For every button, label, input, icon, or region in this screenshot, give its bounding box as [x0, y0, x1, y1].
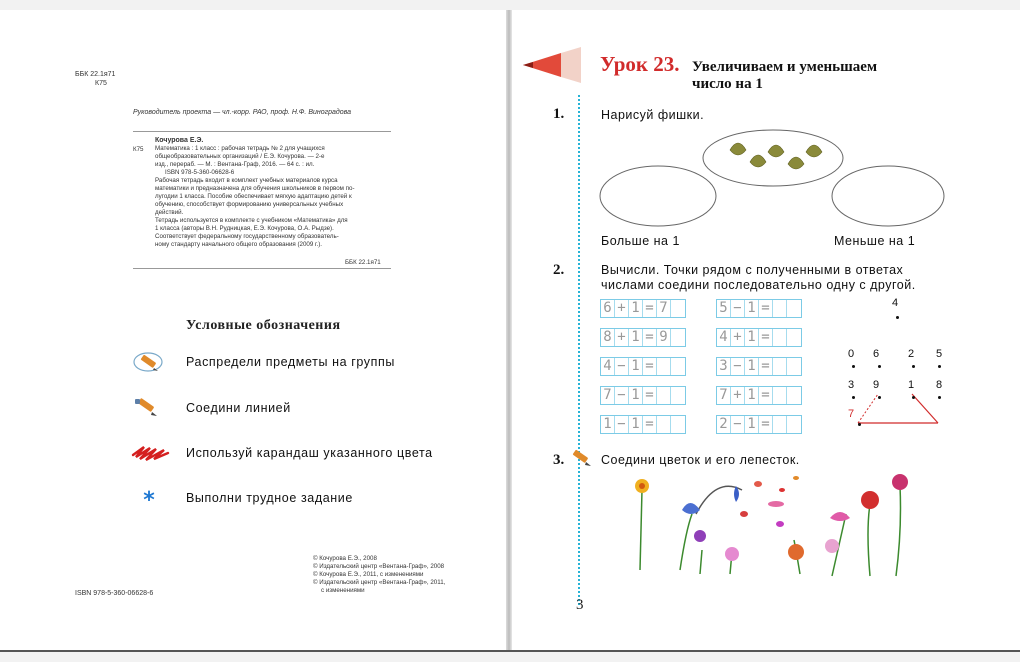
equation-cell [787, 387, 801, 404]
equation-cell: = [759, 358, 773, 375]
petal-icon [740, 511, 748, 517]
answer-cell[interactable] [773, 329, 787, 346]
dot-label: 1 [907, 379, 915, 391]
flower-icon [825, 539, 839, 553]
legend-item-connect: Соедини линией [186, 401, 291, 415]
equation-cell: = [643, 300, 657, 317]
flower-icon [694, 530, 706, 542]
pencil-connect-icon [132, 396, 164, 420]
dot-label: 3 [847, 379, 855, 391]
equation-row [716, 299, 802, 318]
dot-label: 5 [935, 348, 943, 360]
equation-cell [671, 358, 685, 375]
task1-text: Нарисуй фишки. [601, 108, 705, 122]
middle-oval [703, 130, 843, 186]
copyright-line: © Кочурова Е.Э., 2011, с изменениями [313, 571, 424, 578]
dot-label: 2 [907, 348, 915, 360]
equation-cell: − [615, 416, 629, 433]
dot-label: 8 [935, 379, 943, 391]
equation-cell: 4 [717, 329, 731, 346]
tulip-icon [830, 512, 850, 521]
equation-cell [787, 416, 801, 433]
equation-cell: = [759, 387, 773, 404]
copyright-block [313, 555, 445, 595]
leaf-icon [806, 145, 822, 157]
svg-text:*: * [143, 488, 155, 510]
dot-label: 6 [872, 348, 880, 360]
task1-number: 1. [553, 106, 565, 122]
equation-cell: + [731, 329, 745, 346]
card-line: Тетрадь используется в комплекте с учебником «Математика» для [155, 217, 348, 224]
dot-label: 9 [872, 379, 880, 391]
dot-point[interactable] [912, 396, 915, 399]
legend-item-sort: Распредели предметы на группы [186, 355, 395, 369]
equation-cell: 6 [601, 300, 615, 317]
leaf-icon [788, 157, 804, 169]
petal-icon [754, 481, 762, 487]
equation-row [600, 357, 686, 376]
library-card [155, 145, 393, 249]
pencil-sort-icon [131, 350, 165, 376]
equation-cell: 1 [629, 416, 643, 433]
answer-cell[interactable] [773, 358, 787, 375]
dot-point[interactable] [938, 396, 941, 399]
equation-cell: = [643, 416, 657, 433]
left-oval [600, 166, 716, 226]
task2-text-line1: Вычисли. Точки рядом с полученными в ответах [601, 263, 904, 277]
equation-cell: 4 [601, 358, 615, 375]
equation-cell: 8 [601, 329, 615, 346]
card-line: изд., перераб. — М. : Вентана-Граф, 2016. — 64 с. : ил. [155, 161, 315, 168]
connect-line [858, 394, 878, 423]
blue-star-icon [138, 488, 160, 510]
card-author: Кочурова Е.Э. [155, 137, 204, 144]
task2-text-line2: числами соедини последовательно одну с другой. [601, 278, 916, 292]
lesson-title-line1: Увеличиваем и уменьшаем [692, 59, 878, 75]
equation-cell: 7 [601, 387, 615, 404]
more-label: Больше на 1 [601, 234, 680, 248]
equation-cell: − [731, 300, 745, 317]
card-line: Рабочая тетрадь входит в комплект учебных материалов курса [155, 177, 338, 184]
answer-cell[interactable]: 7 [657, 300, 671, 317]
card-bbk: ББК 22.1я71 [345, 259, 381, 266]
equation-cell [787, 300, 801, 317]
answer-cell[interactable] [657, 387, 671, 404]
equation-cell: = [643, 387, 657, 404]
petal-icon [776, 521, 784, 527]
isbn-bottom: ISBN 978-5-360-06628-6 [75, 590, 154, 597]
card-line: лугодии 1 класса. Пособие обеспечивает мягкую адаптацию детей к [155, 193, 352, 200]
flower-icon [725, 547, 739, 561]
equation-cell: 7 [717, 387, 731, 404]
task1-ovals [598, 128, 958, 228]
equation-row [600, 328, 686, 347]
equation-cell: 1 [745, 358, 759, 375]
flower-icon [788, 544, 804, 560]
card-top-rule [133, 131, 391, 132]
red-pencil-icon [130, 441, 172, 465]
equation-cell: + [731, 387, 745, 404]
connect-line [912, 394, 938, 423]
equation-cell [671, 329, 685, 346]
copyright-line: с изменениями [321, 587, 365, 594]
equation-cell: − [615, 358, 629, 375]
equation-cell [671, 300, 685, 317]
dot-point[interactable] [896, 316, 899, 319]
equation-cell: 1 [629, 329, 643, 346]
project-leader: Руководитель проекта — чл.-корр. РАО, проф. Н.Ф. Виноградова [133, 109, 352, 116]
legend-item-hard: Выполни трудное задание [186, 491, 353, 505]
dot-point[interactable] [938, 365, 941, 368]
dot-point[interactable] [852, 365, 855, 368]
equation-cell [671, 387, 685, 404]
equation-cell: = [759, 300, 773, 317]
lesson-title-line2: число на 1 [692, 76, 763, 92]
card-line: математики и предназначена для обучения школьников в первом по- [155, 185, 355, 192]
dot-point[interactable] [852, 396, 855, 399]
answer-cell[interactable]: 9 [657, 329, 671, 346]
equation-cell: 1 [745, 416, 759, 433]
margin-dotted-line [578, 95, 580, 605]
dot-label: 7 [847, 408, 855, 420]
card-bottom-rule [133, 268, 391, 269]
dot-point[interactable] [878, 396, 881, 399]
equation-row [716, 415, 802, 434]
equation-cell: − [615, 387, 629, 404]
petal-icon [793, 476, 799, 480]
answer-cell[interactable] [657, 416, 671, 433]
task2-number: 2. [553, 262, 565, 278]
equation-cell: = [759, 416, 773, 433]
flower-icon [892, 474, 908, 490]
equation-cell [671, 416, 685, 433]
author-mark: К75 [95, 80, 107, 87]
copyright-line: © Издательский центр «Вентана-Граф», 2011, [313, 579, 446, 586]
answer-cell[interactable] [773, 387, 787, 404]
equation-cell: 2 [717, 416, 731, 433]
equation-cell [787, 358, 801, 375]
equation-row [716, 357, 802, 376]
card-line: 1 класса (авторы В.Н. Рудницкая, Е.Э. Кочурова, О.А. Рыдзе). [155, 225, 334, 232]
equation-row [600, 415, 686, 434]
equation-cell: + [615, 329, 629, 346]
equation-cell: 1 [629, 300, 643, 317]
copyright-line: © Издательский центр «Вентана-Граф», 2008 [313, 563, 445, 570]
petal-icon [779, 488, 785, 492]
equation-cell: 1 [629, 387, 643, 404]
legend-item-color: Используй карандаш указанного цвета [186, 446, 433, 460]
pencil-tip-icon [523, 45, 583, 85]
card-line: ISBN 978-5-360-06628-6 [165, 169, 235, 176]
equation-cell: 1 [745, 300, 759, 317]
equation-row [600, 299, 686, 318]
bottom-rule [0, 650, 1020, 652]
dot-point[interactable] [858, 423, 861, 426]
card-line: действий. [155, 209, 184, 216]
task3-number: 3. [553, 452, 565, 468]
equation-cell: 1 [601, 416, 615, 433]
pencil-connect-icon [568, 448, 596, 468]
dot-label: 0 [847, 348, 855, 360]
dot-point[interactable] [878, 365, 881, 368]
equation-cell: 1 [629, 358, 643, 375]
right-oval [832, 166, 944, 226]
equation-cell: 5 [717, 300, 731, 317]
card-line: Математика : 1 класс : рабочая тетрадь № 2 для учащихся [155, 145, 325, 152]
card-line: Соответствует федеральному государственному образователь- [155, 233, 339, 240]
equation-row [600, 386, 686, 405]
page-number: 3 [576, 597, 584, 613]
flower-icon [639, 483, 645, 489]
less-label: Меньше на 1 [834, 234, 916, 248]
legend-title: Условные обозначения [186, 318, 341, 333]
equation-cell: + [615, 300, 629, 317]
equation-cell [787, 329, 801, 346]
answer-cell[interactable] [773, 416, 787, 433]
task3-text: Соедини цветок и его лепесток. [601, 453, 800, 467]
petal-icon [768, 501, 784, 507]
card-line: общеобразовательных организаций / Е.Э. Кочурова. — 2-е [155, 153, 325, 160]
leaf-icon [768, 145, 784, 157]
equation-cell: − [731, 416, 745, 433]
equation-row [716, 328, 802, 347]
answer-cell[interactable] [773, 300, 787, 317]
equation-cell: 3 [717, 358, 731, 375]
card-line: обучению, способствует формированию универсальных учебных [155, 201, 344, 208]
lesson-label: Урок 23. [600, 52, 680, 76]
equation-cell: = [643, 358, 657, 375]
equation-row [716, 386, 802, 405]
dot-point[interactable] [912, 365, 915, 368]
equation-cell: = [759, 329, 773, 346]
flowers-illustration [620, 470, 920, 582]
bbk-code: ББК 22.1я71 [75, 71, 116, 78]
flower-icon [861, 491, 879, 509]
card-line: ному стандарту начального общего образования (2009 г.). [155, 241, 323, 248]
equation-cell: 1 [745, 387, 759, 404]
answer-cell[interactable] [657, 358, 671, 375]
equation-cell: 1 [745, 329, 759, 346]
card-mark: К75 [133, 146, 144, 153]
dot-label: 4 [891, 297, 899, 309]
equation-cell: − [731, 358, 745, 375]
copyright-line: © Кочурова Е.Э., 2008 [313, 555, 377, 562]
equation-cell: = [643, 329, 657, 346]
leaf-icon [750, 155, 766, 167]
leaf-icon [730, 143, 746, 155]
